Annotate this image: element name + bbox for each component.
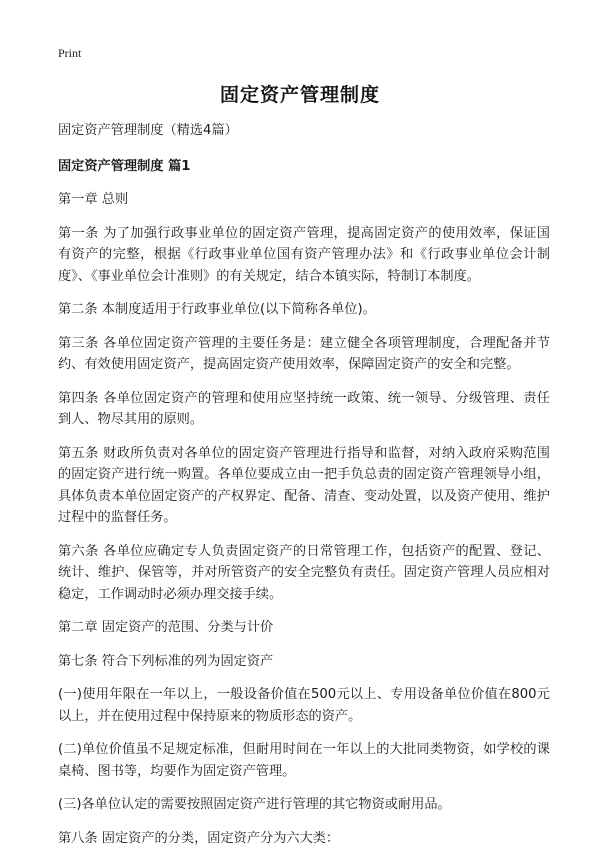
section-heading: 固定资产管理制度 篇1 — [58, 158, 191, 174]
article-2: 第二条 本制度适用于行政事业单位(以下简称各单位)。 — [58, 302, 376, 317]
page-title: 固定资产管理制度 — [219, 84, 380, 106]
article-3: 第三条 各单位固定资产管理的主要任务是：建立健全各项管理制度，合理配备并节约、有效使用固定资产，提高固定资产使用效率，保障固定资产的安全和完整。 — [58, 335, 550, 372]
list-item-2: (二)单位价值虽不足规定标准，但耐用时间在一年以上的大批同类物资，如学校的课桌椅、图书等，均要作为固定资产管理。 — [58, 742, 550, 779]
article-5: 第五条 财政所负责对各单位的固定资产管理进行指导和监督，对纳入政府采购范围的固定资产进行统一购置。各单位要成立由一把手负总责的固定资产管理领导小组，具体负责本单位固定资产的产权界定、配备、清查、变动处置，以及资产使用、维护过程中的监督任务。 — [58, 445, 550, 525]
article-7: 第七条 符合下列标准的列为固定资产 — [58, 653, 274, 669]
document-body — [58, 120, 550, 861]
list-item-1: (一)使用年限在一年以上，一般设备价值在500元以上、专用设备单位价值在800元以上，并在使用过程中保持原来的物质形态的资产。 — [58, 687, 550, 724]
list-item-3: (三)各单位认定的需要按照固定资产进行管理的其它物资或耐用品。 — [58, 797, 451, 812]
chapter-heading-2: 第二章 固定资产的范围、分类与计价 — [58, 620, 274, 635]
article-1: 第一条 为了加强行政事业单位的固定资产管理，提高固定资产的使用效率，保证国有资产的完整，根据《行政事业单位国有资产管理办法》和《行政事业单位会计制度》、《事业单位会计准则》的有关规定，结合本镇实际，特制订本制度。 — [58, 225, 550, 284]
chapter-heading-1: 第一章 总则 — [58, 192, 129, 207]
article-4: 第四条 各单位固定资产的管理和使用应坚持统一政策、统一领导、分级管理、责任到人、物尽其用的原则。 — [58, 390, 550, 427]
print-label: Print — [58, 46, 82, 60]
article-6: 第六条 各单位应确定专人负责固定资产的日常管理工作，包括资产的配置、登记、统计、维护、保管等，并对所管资产的安全完整负有责任。固定资产管理人员应相对稳定，工作调动时必须办理交接手续。 — [58, 543, 550, 602]
document-subtitle: 固定资产管理制度（精选4篇） — [58, 123, 238, 138]
article-8: 第八条 固定资产的分类，固定资产分为六大类： — [58, 830, 340, 846]
